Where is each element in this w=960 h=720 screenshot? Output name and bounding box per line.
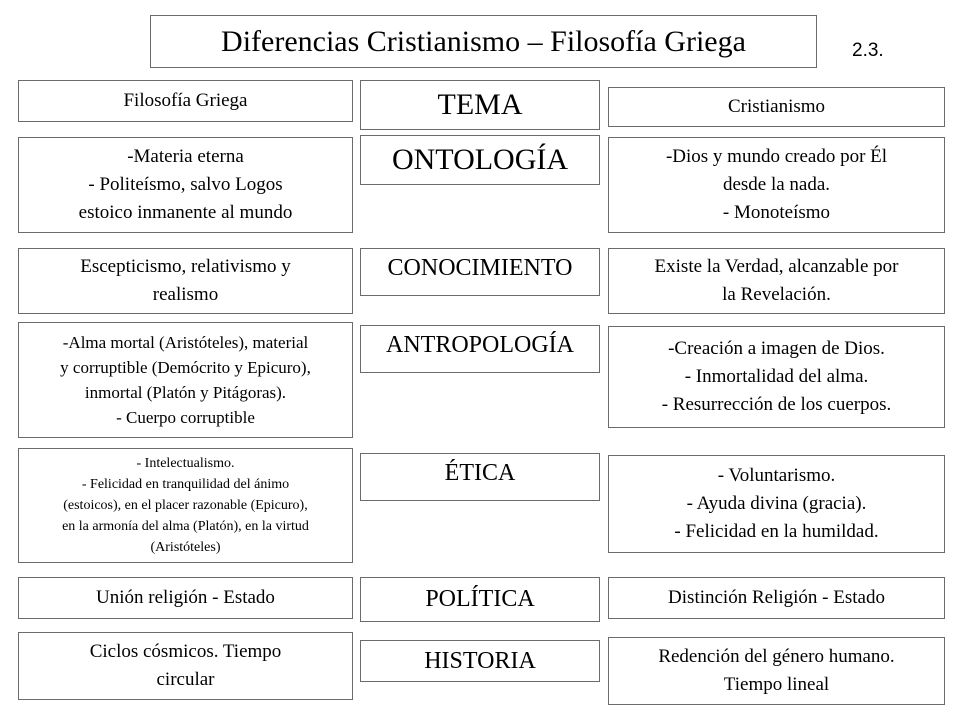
ontology-greek-cell [18, 137, 353, 233]
knowledge-christian-line: la Revelación. [722, 284, 831, 305]
knowledge-greek-line: Escepticismo, relativismo y [80, 256, 291, 277]
ethics-greek-line: - Intelectualismo. [136, 456, 235, 471]
anthropology-greek-line: inmortal (Platón y Pitágoras). [84, 383, 287, 402]
anthropology-greek-line: - Cuerpo corruptible [116, 408, 255, 427]
header-greek-philosophy-label: Filosofía Griega [123, 90, 248, 111]
ethics-greek-line: - Felicidad en tranquilidad del ánimo [81, 477, 290, 492]
anthropology-christian-line: -Creación a imagen de Dios. [668, 338, 885, 359]
ontology-christian-line: - Monoteísmo [722, 202, 831, 223]
anthropology-greek-line: -Alma mortal (Aristóteles), material [62, 333, 309, 352]
topic-anthropology-label: ANTROPOLOGÍA [386, 332, 574, 358]
anthropology-christian-line: - Inmortalidad del alma. [684, 366, 869, 387]
anthropology-christian-cell [608, 326, 945, 428]
topic-knowledge [360, 248, 600, 296]
knowledge-greek-line: realismo [152, 284, 219, 305]
history-christian-cell [608, 637, 945, 705]
header-christianity-label: Cristianismo [727, 96, 826, 117]
ethics-christian-cell [608, 455, 945, 553]
ethics-christian-line: - Felicidad en la humildad. [674, 521, 879, 542]
knowledge-christian-cell [608, 248, 945, 314]
anthropology-greek-line: y corruptible (Demócrito y Epicuro), [60, 358, 311, 377]
knowledge-christian-line: Existe la Verdad, alcanzable por [654, 256, 899, 277]
topic-ethics-label: ÉTICA [444, 460, 516, 486]
topic-politics [360, 577, 600, 622]
topic-ontology-label: ONTOLOGÍA [391, 143, 569, 176]
header-topic-label: TEMA [437, 88, 523, 121]
politics-greek-line: Unión religión - Estado [96, 587, 275, 608]
ethics-greek-cell [18, 448, 353, 563]
knowledge-greek-cell [18, 248, 353, 314]
ethics-christian-line: - Voluntarismo. [717, 465, 836, 486]
anthropology-christian-line: - Resurrección de los cuerpos. [661, 394, 892, 415]
topic-politics-label: POLÍTICA [425, 586, 535, 612]
ethics-christian-line: - Ayuda divina (gracia). [686, 493, 867, 514]
history-christian-line: Redención del género humano. [658, 646, 895, 667]
header-christianity [608, 87, 945, 127]
ontology-christian-line: desde la nada. [722, 174, 831, 195]
politics-christian-line: Distinción Religión - Estado [668, 587, 885, 608]
history-greek-line: circular [156, 669, 215, 690]
anthropology-greek-cell [18, 322, 353, 438]
politics-greek-cell [18, 577, 353, 619]
ethics-greek-line: (Aristóteles) [150, 540, 221, 555]
page-title [150, 15, 817, 68]
topic-knowledge-label: CONOCIMIENTO [387, 255, 573, 281]
ontology-greek-line: - Politeísmo, salvo Logos [88, 174, 283, 195]
history-christian-line: Tiempo lineal [723, 674, 830, 695]
slide-number: 2.3. [852, 40, 884, 61]
header-topic [360, 80, 600, 130]
ethics-greek-line: en la armonía del alma (Platón), en la virtud [62, 519, 309, 534]
history-greek-cell [18, 632, 353, 700]
ontology-greek-line: estoico inmanente al mundo [78, 202, 293, 223]
page-title-text: Diferencias Cristianismo – Filosofía Griega [221, 24, 746, 58]
topic-anthropology [360, 325, 600, 373]
ontology-christian-cell [608, 137, 945, 233]
politics-christian-cell [608, 577, 945, 619]
ontology-greek-line: -Materia eterna [127, 146, 244, 167]
topic-history [360, 640, 600, 682]
header-greek-philosophy [18, 80, 353, 122]
ontology-christian-line: -Dios y mundo creado por Él [665, 146, 888, 167]
topic-ontology [360, 135, 600, 185]
topic-ethics [360, 453, 600, 501]
topic-history-label: HISTORIA [424, 647, 536, 674]
ethics-greek-line: (estoicos), en el placer razonable (Epicuro), [63, 498, 308, 513]
history-greek-line: Ciclos cósmicos. Tiempo [89, 641, 282, 662]
